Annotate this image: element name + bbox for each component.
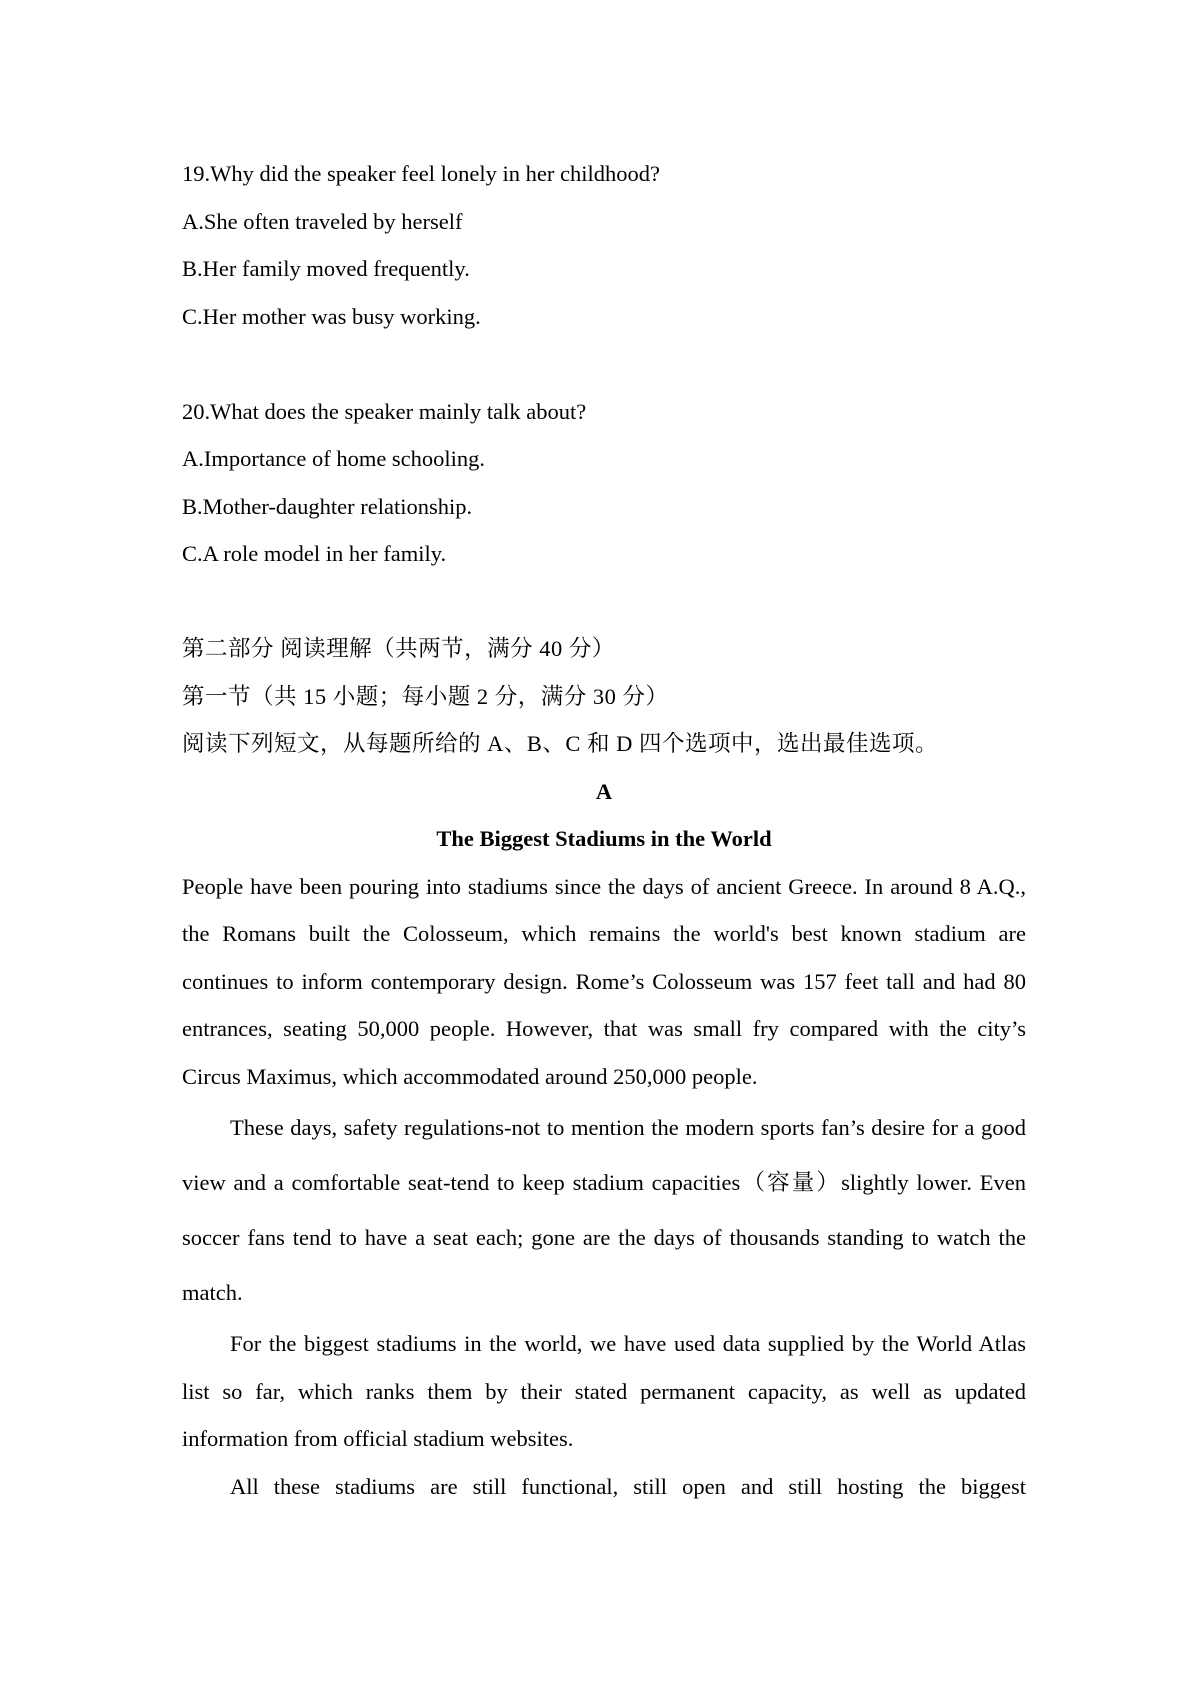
option-b: B.Mother-daughter relationship. <box>182 493 473 519</box>
passage-letter: A <box>595 778 613 804</box>
option-c: C.A role model in her family. <box>182 541 447 566</box>
question-20 <box>182 388 1026 578</box>
article-paragraph-2: These days, safety regulations-not to mention the modern sports fan’s desire for a good view and a comfortable seat-tend to keep stadium capacities（容量）slightly lower. Even soccer fans tend to have a seat each; gone are the days of thousands standing to watch the match. <box>182 1115 1026 1305</box>
option-a: A.She often traveled by herself <box>182 208 463 234</box>
question-19 <box>182 150 1026 340</box>
article-paragraph-1: People have been pouring into stadiums since the days of ancient Greece. In around 8 A.Q., the Romans built the Colosseum, which remains the world's best known stadium are continues to inform contemporary design. Rome’s Colosseum was 157 feet tall and had 80 entrances, seating 50,000 people. However, that was small fry compared with the city’s Circus Maximus, which accommodated around 250,000 people. <box>182 873 1026 1089</box>
section1-heading: 第一节（共 15 小题；每小题 2 分，满分 30 分） <box>182 683 669 709</box>
article-paragraph-4: All these stadiums are still functional, still open and still hosting the biggest <box>230 1473 1026 1499</box>
page-content <box>182 150 1026 1510</box>
spacer <box>182 340 1026 388</box>
spacer <box>182 578 1026 626</box>
reading-instruction: 阅读下列短文，从每题所给的 A、B、C 和 D 四个选项中，选出最佳选项。 <box>182 731 939 756</box>
article-title: The Biggest Stadiums in the World <box>436 826 772 851</box>
part2-header <box>182 625 1026 768</box>
part2-heading: 第二部分 阅读理解（共两节，满分 40 分） <box>182 636 615 661</box>
option-b: B.Her family moved frequently. <box>182 256 470 281</box>
question-stem: 20.What does the speaker mainly talk about? <box>182 398 587 424</box>
option-a: A.Importance of home schooling. <box>182 446 486 471</box>
option-c: C.Her mother was busy working. <box>182 303 481 329</box>
article-paragraph-3: For the biggest stadiums in the world, we have used data supplied by the World Atlas list so far, which ranks them by their stated permanent capacity, as well as updated information from official stadium websites. <box>182 1331 1026 1451</box>
question-stem: 19.Why did the speaker feel lonely in her childhood? <box>182 161 660 186</box>
